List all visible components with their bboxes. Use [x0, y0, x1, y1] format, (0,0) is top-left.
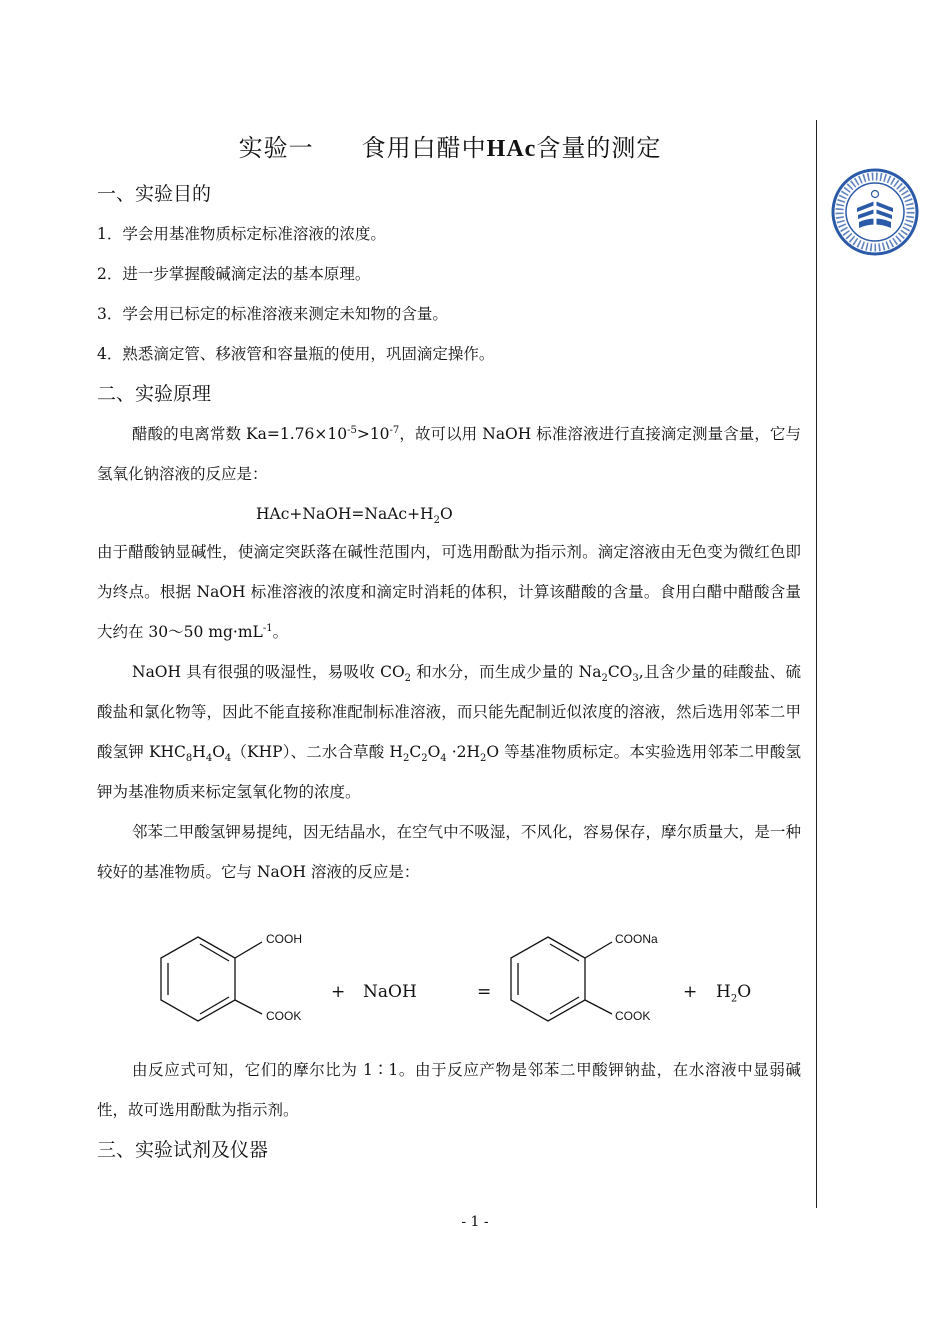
- title-main-a: 食用白醋中: [361, 134, 487, 162]
- naoh-label: NaOH: [363, 982, 417, 1002]
- reaction-scheme: [0, 900, 950, 1050]
- reaction-equation: $HAc+NaOH=NaAc+H_2O$: [256, 505, 453, 527]
- group-label-cooh: COOH: [266, 932, 302, 946]
- university-seal-logo: [831, 168, 919, 256]
- objective-item: 1．学会用基准物质标定标准溶液的浓度。: [97, 225, 386, 243]
- page-number: - 1 -: [461, 1214, 489, 1230]
- principle-paragraph-2: 由于醋酸钠显碱性，使滴定突跃落在碱性范围内，可选用酚酞为指示剂。滴定溶液由无色变为微红色即为终点。根据 NaOH 标准溶液的浓度和滴定时消耗的体积，计算该醋酸的含量。食用白醋中醋酸含量大约在 30～50 $mg\cdot mL^{-1}$。: [97, 543, 801, 641]
- group-label-cook: COOK: [266, 1009, 302, 1023]
- equals-sign: =: [477, 982, 492, 1002]
- water-label: $H_2O$: [716, 982, 752, 1005]
- benzene-rings-drawing: [0, 900, 950, 1050]
- group-label-coona: COONa: [615, 932, 658, 946]
- plus-sign: +: [683, 982, 698, 1002]
- section-heading-principle: 二、实验原理: [97, 383, 212, 405]
- objective-item: 3．学会用已标定的标准溶液来测定未知物的含量。: [97, 305, 448, 323]
- section-heading-objectives: 一、实验目的: [97, 183, 212, 205]
- principle-paragraph-3: NaOH 具有很强的吸湿性，易吸收 $CO_2$ 和水分，而生成少量的 $Na_2CO_3$,且含少量的硅酸盐、硫酸盐和氯化物等，因此不能直接称准配制标准溶液，而只能先配制近似浓度的溶液，然后选用邻苯二甲酸氢钾 $KHC_8H_4O_4(KHP)$、二水合草酸 $H_2C_2O_4 \cdot 2H_2O$ 等基准物质标定。本实验选用邻苯二甲酸氢钾为基准物质来标定氢氧化物的浓度。: [97, 663, 802, 801]
- principle-paragraph-4: 邻苯二甲酸氢钾易提纯，因无结晶水，在空气中不吸湿，不风化，容易保存，摩尔质量大，是一种较好的基准物质。它与 NaOH 溶液的反应是：: [97, 823, 801, 881]
- title-prefix: 实验一: [238, 134, 314, 162]
- objective-item: 2．进一步掌握酸碱滴定法的基本原理。: [97, 265, 371, 283]
- title-main-b: HAc: [486, 136, 537, 162]
- title-main-c: 含量的测定: [536, 134, 662, 162]
- principle-paragraph-5: 由反应式可知，它们的摩尔比为 1∶1。由于反应产物是邻苯二甲酸钾钠盐，在水溶液中显弱碱性，故可选用酚酞为指示剂。: [97, 1061, 801, 1119]
- group-label-cook: COOK: [615, 1009, 651, 1023]
- page-title: [96, 128, 804, 169]
- principle-paragraph-1: 醋酸的电离常数 $Ka=1.76\times 10^{-5}>10^{-7}$，故可以用 NaOH 标准溶液进行直接滴定测量含量，它与氢氧化钠溶液的反应是：: [97, 424, 801, 483]
- plus-sign: +: [331, 982, 346, 1002]
- objective-item: 4．熟悉滴定管、移液管和容量瓶的使用，巩固滴定操作。: [97, 345, 495, 363]
- section-heading-reagents: 三、实验试剂及仪器: [97, 1139, 269, 1161]
